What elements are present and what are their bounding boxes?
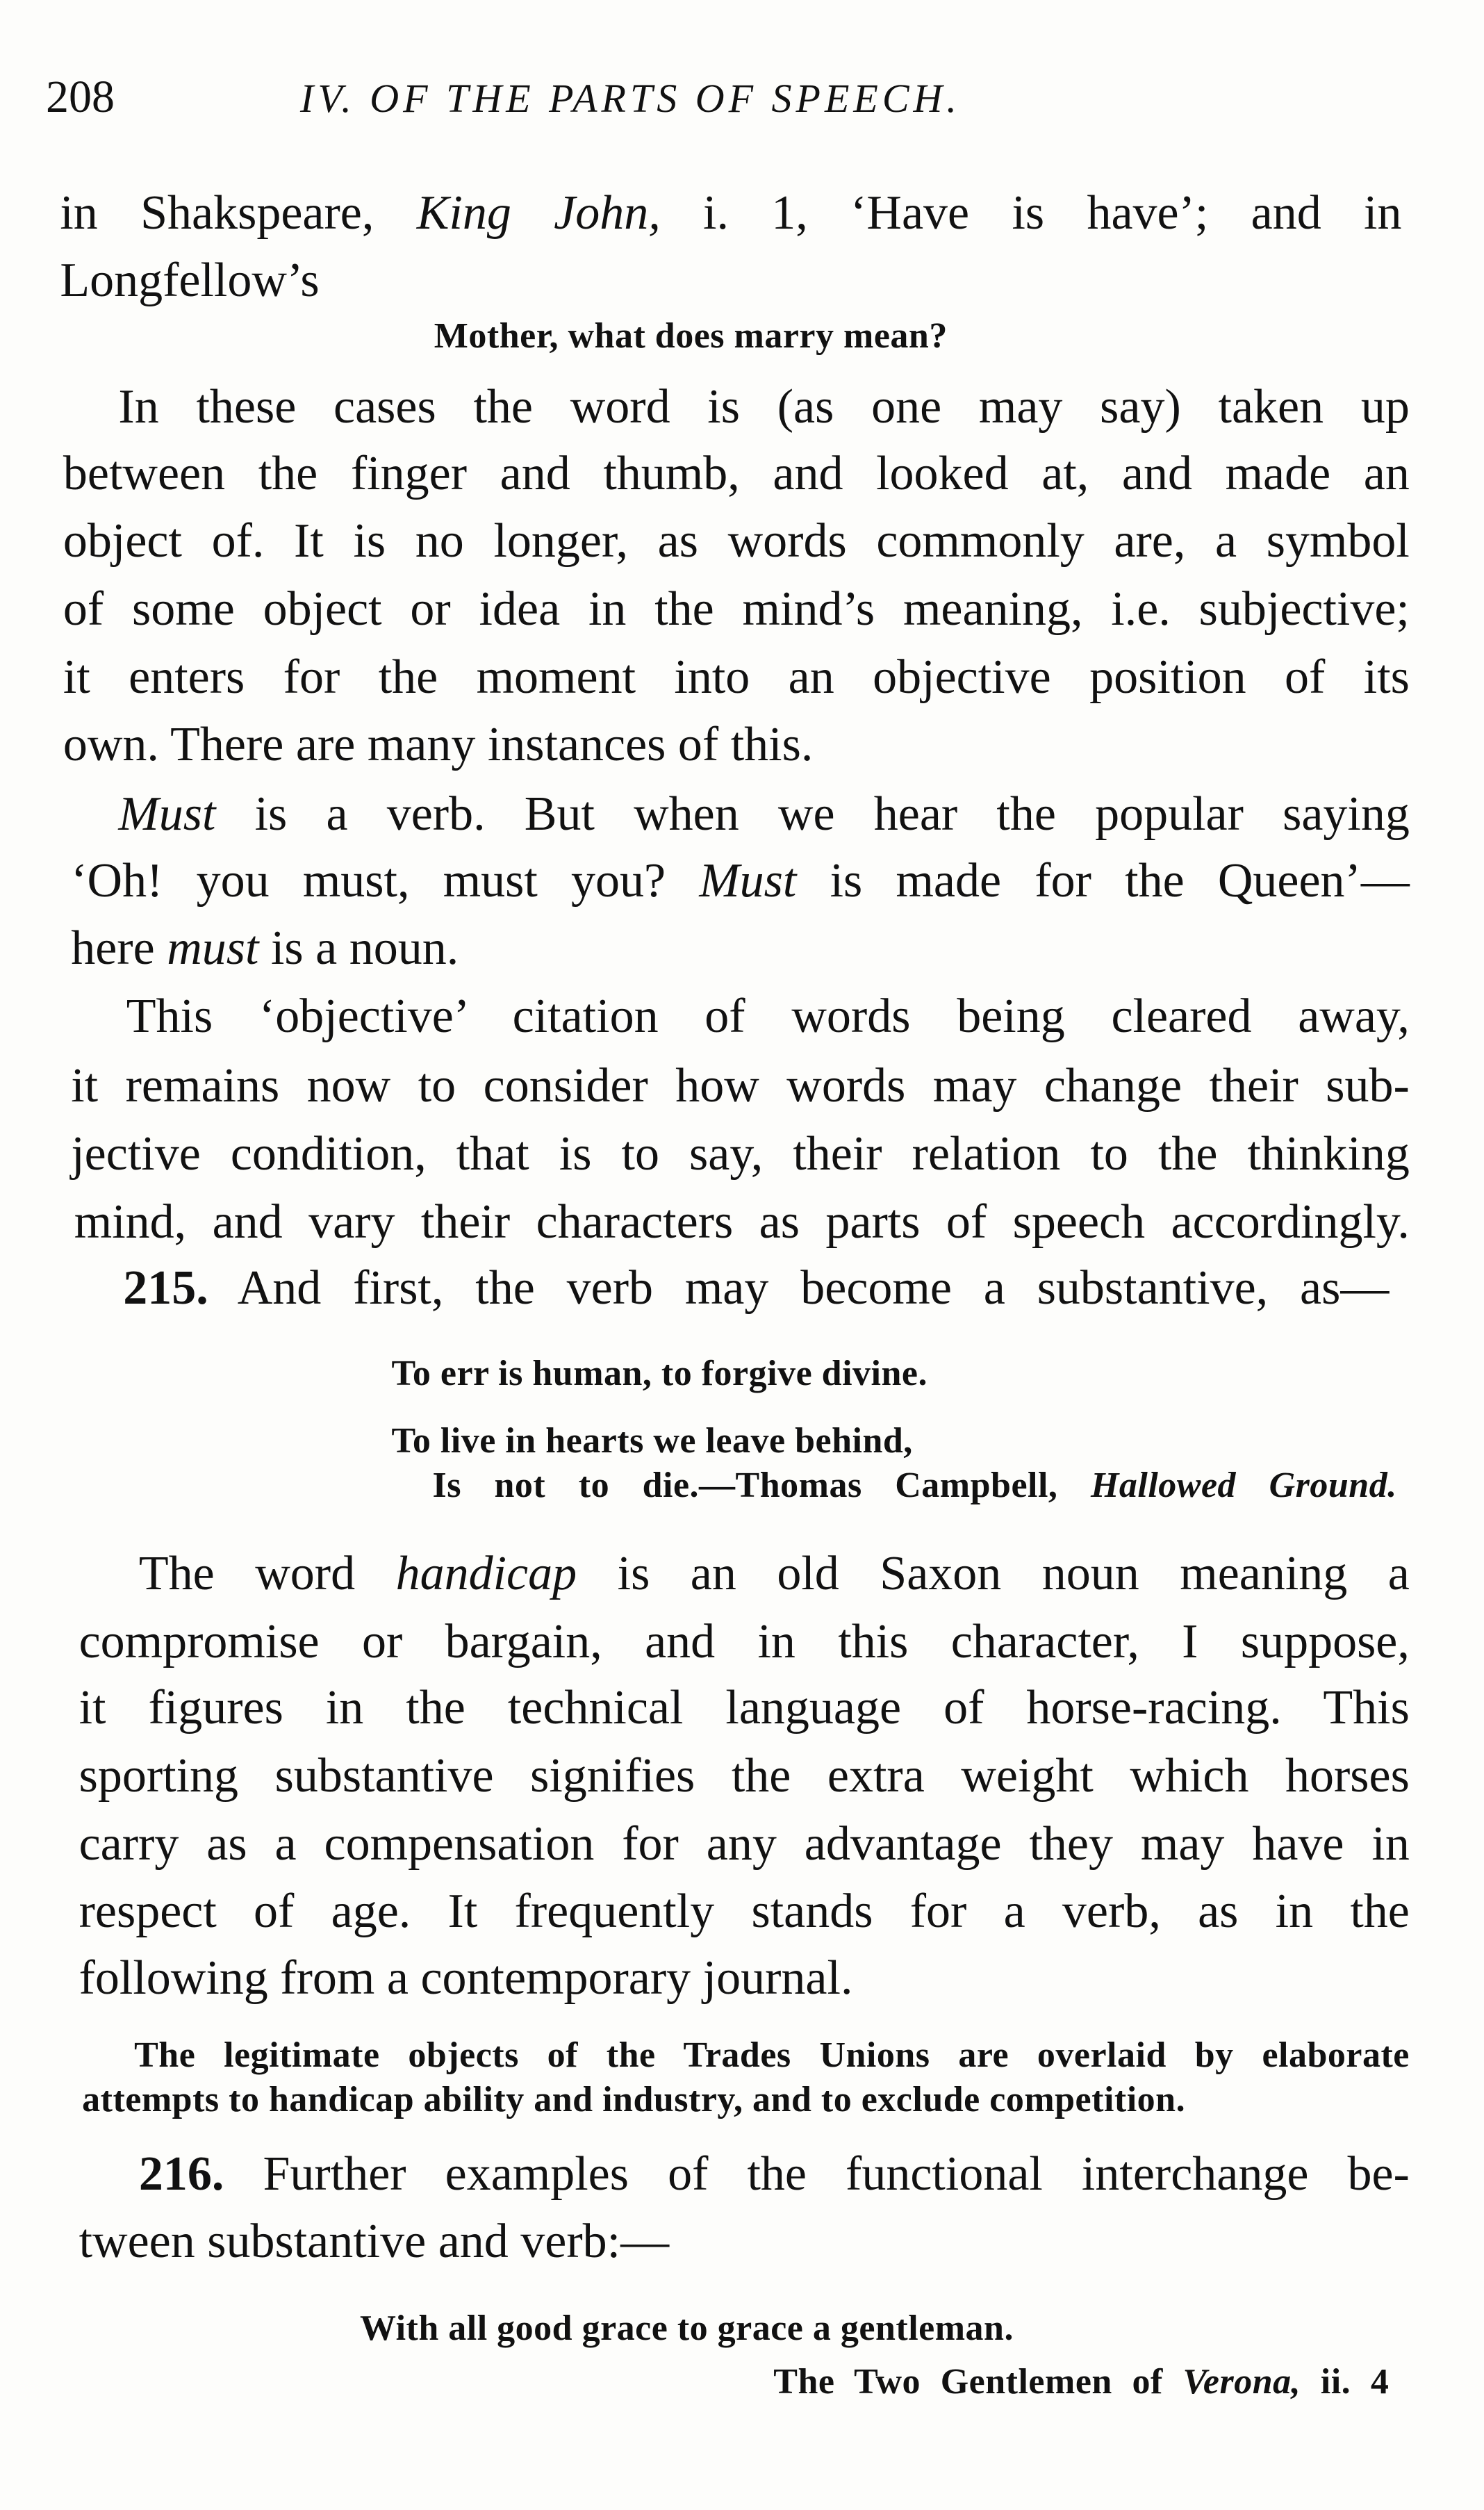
- text-line: [71, 853, 1410, 908]
- text-line: [79, 2217, 670, 2267]
- text-line: [71, 1061, 1410, 1111]
- text-span: Further examples of the functional interchange be-: [224, 2147, 1410, 2201]
- text-line: [60, 188, 1401, 238]
- text-span: it figures in the technical language of horse-racing. This: [79, 1681, 1410, 1735]
- quotation-line: [360, 2309, 1014, 2348]
- text-line: [118, 382, 1409, 432]
- text-line: [79, 1953, 853, 2003]
- text-span: tween substantive and verb:—: [79, 2215, 670, 2269]
- text-span: Longfellow’s: [60, 254, 320, 308]
- text-span: i. 1, ‘Have is have’; and in: [660, 186, 1402, 240]
- text-span: sporting substantive signifies the extra weight which horses: [79, 1749, 1410, 1803]
- text-span: is a verb. But when we hear the popular saying: [215, 787, 1410, 842]
- text-span: respect of age. It frequently stands for a verb, as in the: [79, 1885, 1410, 1939]
- quotation-line: [773, 2363, 1389, 2402]
- text-span: here: [71, 921, 167, 976]
- text-line: [79, 1614, 1410, 1668]
- text-span: it enters for the moment into an objective position of its: [63, 650, 1410, 704]
- text-line: [74, 1197, 1410, 1247]
- text-span: attempts to handicap ability and industry, and to exclude competition.: [82, 2079, 1186, 2119]
- text-span: In these cases the word is (as one may say) taken up: [118, 380, 1410, 434]
- text-span: mind, and vary their characters as parts of speech accordingly.: [74, 1195, 1410, 1249]
- text-line: [139, 2149, 1410, 2199]
- italic-text: Must: [699, 853, 797, 908]
- text-span: is a noun.: [258, 921, 459, 976]
- section-number: 216.: [138, 2147, 224, 2201]
- text-line: [118, 787, 1410, 842]
- text-span: of some object or idea in the mind’s meaning, i.e. subjective;: [63, 582, 1410, 636]
- text-span: compromise or bargain, and in this character, I suppose,: [79, 1614, 1410, 1668]
- text-span: following from a contemporary journal.: [79, 1951, 853, 2005]
- text-span: in Shakspeare,: [60, 186, 417, 240]
- text-line: [71, 921, 459, 976]
- text-span: With all good grace to grace a gentleman.: [360, 2308, 1014, 2349]
- text-span: ‘Oh! you must, must you?: [71, 853, 700, 908]
- quotation-line: [391, 1422, 912, 1461]
- text-span: carry as a compensation for any advantage they may have in: [79, 1816, 1410, 1871]
- text-line: [123, 1263, 1389, 1313]
- text-line: [79, 1887, 1410, 1937]
- text-span: is an old Saxon noun meaning a: [577, 1547, 1410, 1601]
- quotation-line: [134, 2036, 1410, 2075]
- text-line: [139, 1549, 1410, 1599]
- italic-text: Hallowed Ground.: [1090, 1465, 1397, 1505]
- text-span: object of. It is no longer, as words commonly are, a symbol: [63, 514, 1410, 568]
- text-span: between the finger and thumb, and looked at, and made an: [63, 446, 1410, 500]
- text-line: [60, 256, 319, 306]
- text-line: [79, 1751, 1410, 1801]
- text-line: [63, 650, 1410, 704]
- text-line: [63, 720, 814, 770]
- text-line: [79, 1816, 1410, 1871]
- quotation-line: [433, 1466, 1397, 1505]
- text-line: [71, 1126, 1410, 1181]
- text-line: [63, 516, 1410, 566]
- text-span: To err is human, to forgive divine.: [391, 1353, 928, 1393]
- text-span: it remains now to consider how words may change their sub-: [71, 1059, 1410, 1113]
- section-number: 215.: [123, 1261, 208, 1315]
- italic-text: handicap: [395, 1547, 577, 1601]
- italic-text: Verona,: [1182, 2362, 1301, 2402]
- text-span: Mother, what does marry mean?: [434, 315, 948, 356]
- text-line: [63, 446, 1410, 500]
- text-line: [79, 1683, 1410, 1733]
- text-span: The Two Gentlemen of: [773, 2362, 1183, 2402]
- italic-text: King John,: [416, 186, 661, 240]
- text-span: Is not to die.—Thomas Campbell,: [432, 1465, 1091, 1505]
- text-span: own. There are many instances of this.: [63, 718, 814, 772]
- text-span: is made for the Queen’—: [796, 853, 1410, 908]
- quotation-line: [391, 1354, 928, 1393]
- text-span: And first, the verb may become a substantive, as—: [208, 1261, 1390, 1315]
- text-span: To live in hearts we leave behind,: [391, 1421, 913, 1461]
- italic-text: must: [167, 921, 259, 976]
- text-span: jective condition, that is to say, their relation to the thinking: [71, 1126, 1410, 1181]
- text-span: This ‘objective’ citation of words being cleared away,: [126, 990, 1410, 1044]
- text-span: ii. 4: [1301, 2362, 1390, 2402]
- italic-text: Must: [118, 787, 216, 842]
- text-span: The word: [138, 1547, 396, 1601]
- text-line: [63, 584, 1410, 634]
- page-number: 208: [46, 72, 115, 122]
- quotation-line: [82, 2081, 1185, 2119]
- running-title: IV. OF THE PARTS OF SPEECH.: [300, 76, 961, 121]
- quotation-line: [434, 317, 948, 356]
- text-line: [126, 992, 1410, 1042]
- text-span: The legitimate objects of the Trades Unions are overlaid by elaborate: [134, 2035, 1410, 2076]
